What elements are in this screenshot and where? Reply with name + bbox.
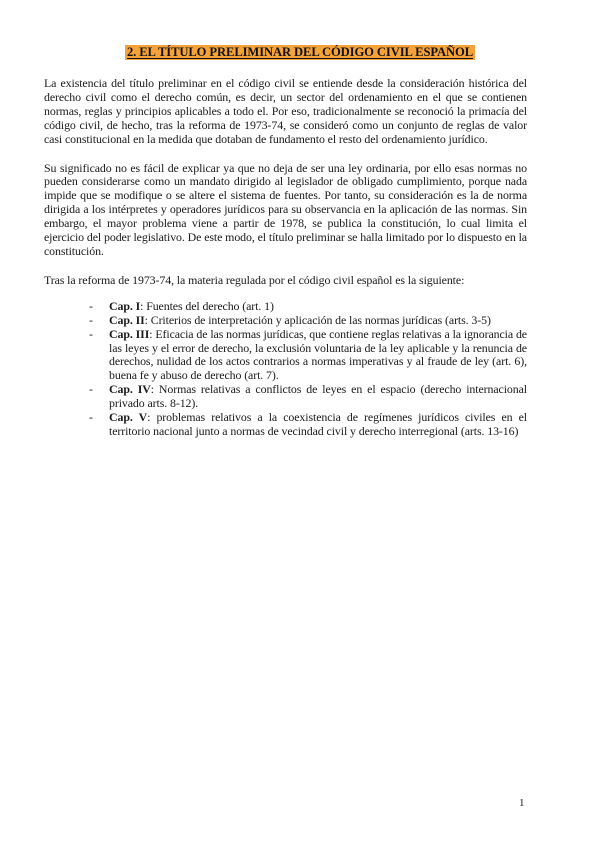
- section-title: 2. EL TÍTULO PRELIMINAR DEL CÓDIGO CIVIL ESPAÑOL: [126, 45, 474, 59]
- chapters-list: [44, 300, 527, 439]
- title-container: [0, 43, 600, 61]
- list-item: [89, 312, 527, 328]
- list-item: [89, 382, 527, 411]
- chapter-label: Cap. I: [109, 298, 141, 313]
- list-dash: -: [89, 410, 93, 425]
- paragraph-significance: Su significado no es fácil de explicar ya que no deja de ser una ley ordinaria, por ello esas normas no pueden considerarse como un mandato dirigido al legislador de obligado cumplimiento, porque nada impide que se modifique o se altere el sistema de fuentes. Por tanto, su consideración es la de norma dirigida a los intérpretes y operadores jurídicos para su observancia en la aplicación de las normas. Sin embargo, el mayor problema viene a partir de 1978, se publica la constitución, lo cual limita el ejercicio del poder legislativo. De este modo, el título preliminar se halla limitado por lo dispuesto en la constitución.: [44, 160, 527, 258]
- chapter-text: : Fuentes del derecho (art. 1): [140, 298, 274, 313]
- list-item: [89, 326, 527, 384]
- chapter-label: Cap. III: [109, 326, 150, 341]
- paragraph-intro: La existencia del título preliminar en el código civil se entiende desde la consideración histórica del derecho civil como el derecho común, es decir, un sector del ordenamiento en el que se contienen normas, reglas y principios aplicables a todo el. Por eso, tradicionalmente se reconoció la primacía del código civil, de hecho, tras la reforma de 1973-74, se consideró como un conjunto de reglas de valor casi constitucional en la medida que dotaban de fundamento el resto del ordenamiento jurídico.: [44, 76, 527, 146]
- list-dash: -: [89, 312, 93, 327]
- chapter-text: : problemas relativos a la coexistencia de regímenes jurídicos civiles en el territorio nacional junto a normas de vecindad civil y derecho interregional (arts. 13-16): [109, 410, 527, 438]
- document-body: [44, 77, 527, 439]
- page-number: 1: [519, 797, 525, 809]
- chapter-text: : Eficacia de las normas jurídicas, que contiene reglas relativas a la ignorancia de las leyes y el error de derecho, la exclusión voluntaria de la ley aplicable y la renuncia de derechos, nulidad de los actos contrarios a normas imperativas y al fraude de ley (art. 6), buena fe y abuso de derecho (art. 7).: [109, 326, 527, 383]
- list-item: [89, 410, 527, 439]
- list-dash: -: [89, 298, 93, 313]
- chapter-label: Cap. II: [109, 312, 145, 327]
- list-item: [89, 298, 527, 314]
- chapter-text: : Normas relativas a conflictos de leyes en el espacio (derecho internacional privado arts. 8-12).: [109, 382, 527, 411]
- list-dash: -: [89, 326, 93, 341]
- chapter-label: Cap. V: [109, 410, 148, 425]
- paragraph-reform: Tras la reforma de 1973-74, la materia regulada por el código civil español es la siguiente:: [44, 272, 465, 287]
- list-dash: -: [89, 382, 93, 397]
- chapter-text: : Criterios de interpretación y aplicación de las normas jurídicas (arts. 3-5): [144, 312, 491, 327]
- chapter-label: Cap. IV: [109, 382, 151, 397]
